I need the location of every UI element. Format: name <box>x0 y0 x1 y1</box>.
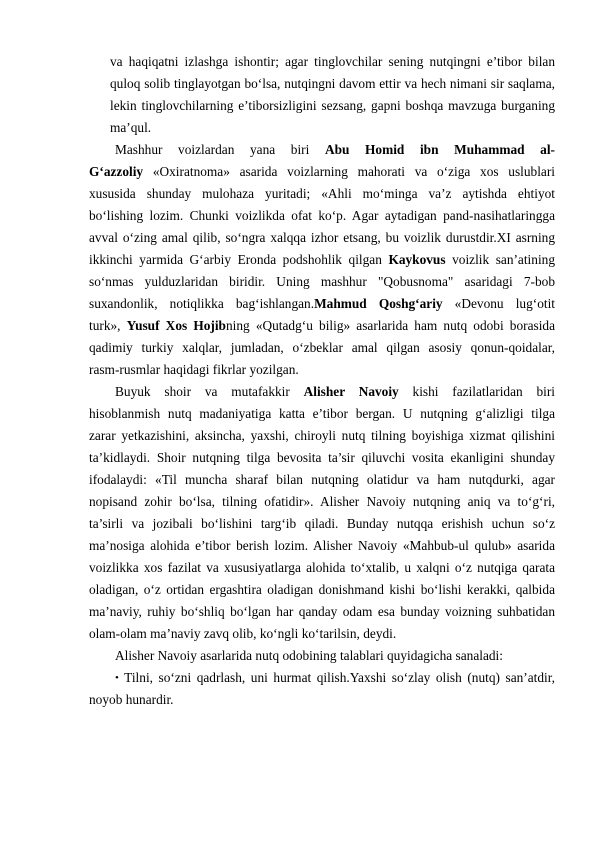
text-line <box>89 315 555 337</box>
text-span: ta’kidlaydi. Shoir nutqning tilga bevosita ta’sir qiluvchi vosita ekanligini shunday <box>89 450 555 465</box>
text-span: ma’nosiga alohida e’tibor berish lozim. Alisher Navoiy «Mahbub-ul qulub» asarida <box>89 538 555 553</box>
text-line <box>89 425 555 447</box>
text-span: turk», <box>89 318 127 333</box>
text-span: oladigan, o‘z ortidan ergashtira oladigan donishmand kishi bo‘lishi kerakki, qalbida <box>89 582 555 597</box>
bold-name: Alisher Navoiy <box>303 384 399 399</box>
text-line <box>89 161 555 183</box>
text-line <box>89 205 555 227</box>
text-span: Buyuk shoir va mutafakkir <box>115 384 304 399</box>
text-line <box>89 513 555 535</box>
text-span: lekin tinglovchilarning e’tiborsizligini sezsang, gapni boshqa mavzuga burganing <box>110 98 555 113</box>
text-line <box>110 73 555 95</box>
text-span: va haqiqatni izlashga ishontir; agar tinglovchilar sening nutqingni e’tibor bilan <box>110 54 555 69</box>
text-span: kishi fazilatlaridan biri <box>398 384 555 399</box>
text-line <box>115 667 555 689</box>
text-line <box>115 139 555 161</box>
text-line <box>89 271 555 293</box>
text-line <box>89 337 555 359</box>
text-span: ma’naviy, ruhiy bo‘shliq bo‘lgan har qanday odam esa bunday voizning suhbatidan <box>89 604 555 619</box>
text-span: quloq solib tinglayotgan bo‘lsa, nutqingni davom ettir va hech nimani sir saqlama, <box>110 76 555 91</box>
text-line <box>115 381 555 403</box>
bold-name: Mahmud Qoshg‘ariy <box>314 296 443 311</box>
text-span: ikkinchi yarmida G‘arbiy Eronda podshohlik qilgan <box>89 252 389 267</box>
text-line <box>89 689 555 711</box>
text-span: «Oxiratnoma» asarida voizlarning mahorati va o‘ziga xos uslublari <box>143 164 555 179</box>
text-line <box>89 293 555 315</box>
text-span: suxandonlik, notiqlikka bag‘ishlangan. <box>89 296 315 311</box>
text-line <box>110 117 555 139</box>
text-span: avval o‘zing amal qilib, so‘ngra xalqqa izhor etsang, bu voizlik durustdir.XI asrning <box>89 230 555 245</box>
text-span: olam-olam ma’naviy zavq olib, ko‘ngli ko‘tarilsin, deydi. <box>89 626 397 641</box>
text-line <box>110 95 555 117</box>
text-span: xususida shunday mulohaza yuritadi; «Ahli mo‘minga va’z aytishda ehtiyot <box>89 186 555 201</box>
text-span: hisoblanmish nutq madaniyatiga katta e’tibor bergan. U nutqning g‘alizligi tilga <box>89 406 555 421</box>
text-line <box>89 491 555 513</box>
text-span: qadimiy turkiy xalqlar, jumladan, o‘zbeklar amal qilgan asosiy qonun-qoidalar, <box>89 340 555 355</box>
text-span: ifodalaydi: «Til muncha sharaf bilan nutqning olatidur va ham nutqdurki, agar <box>89 472 555 487</box>
text-span: ma’qul. <box>110 120 152 135</box>
text-span: so‘nmas yulduzlaridan biridir. Uning mashhur "Qobusnoma" asaridagi 7-bob <box>89 274 555 289</box>
text-line <box>89 249 555 271</box>
text-line <box>110 51 555 73</box>
text-line <box>89 557 555 579</box>
text-span: voizlik san’atining <box>445 252 555 267</box>
text-line <box>89 447 555 469</box>
bold-name: Abu Homid ibn Muhammad al- <box>324 142 555 157</box>
bullet-icon: • <box>115 672 119 684</box>
text-span: nopisand zohir bo‘lsa, tilning ofatidir». Alisher Navoiy nutqning aniq va to‘g‘ri, <box>89 494 555 509</box>
text-line <box>89 601 555 623</box>
text-span: voizlikka xos fazilat va xususiyatlarga alohida to‘xtalib, u xalqni o‘z nutqiga qarata <box>89 560 555 575</box>
text-span: rasm-rusmlar haqidagi fikrlar yozilgan. <box>89 362 299 377</box>
text-span: Tilni, so‘zni qadrlash, uni hurmat qilish.Yaxshi so‘zlay olish (nutq) san’atdir, <box>118 670 555 685</box>
text-span: ta’sirli va jozibali bo‘lishini targ‘ib qiladi. Bunday nutqqa erishish uchun so‘z <box>89 516 555 531</box>
text-line <box>89 227 555 249</box>
text-line <box>115 645 555 667</box>
text-line <box>89 469 555 491</box>
text-span: zarar yetkazishini, aksincha, yaxshi, chiroyli nutq tilning boyishiga xizmat qilishini <box>89 428 555 443</box>
text-span: ning «Qutadg‘u bilig» asarlarida ham nutq odobi borasida <box>225 318 556 333</box>
bold-name: G‘azzoliy <box>89 164 144 179</box>
text-line <box>89 403 555 425</box>
text-span: Mashhur voizlardan yana biri <box>115 142 325 157</box>
bold-name: Kaykovus <box>388 252 446 267</box>
text-span: bo‘lishing lozim. Chunki voizlikda ofat ko‘p. Agar aytadigan pand-nasihatlaringga <box>89 208 555 223</box>
bold-name: Yusuf Xos Hojib <box>126 318 226 333</box>
text-line <box>89 183 555 205</box>
text-span: noyob hunardir. <box>89 692 174 707</box>
text-line <box>89 579 555 601</box>
text-line <box>89 535 555 557</box>
text-span: «Devonu lug‘otit <box>442 296 555 311</box>
text-line <box>89 623 555 645</box>
text-line <box>89 359 555 381</box>
text-span: Alisher Navoiy asarlarida nutq odobining talablari quyidagicha sanaladi: <box>115 648 503 663</box>
